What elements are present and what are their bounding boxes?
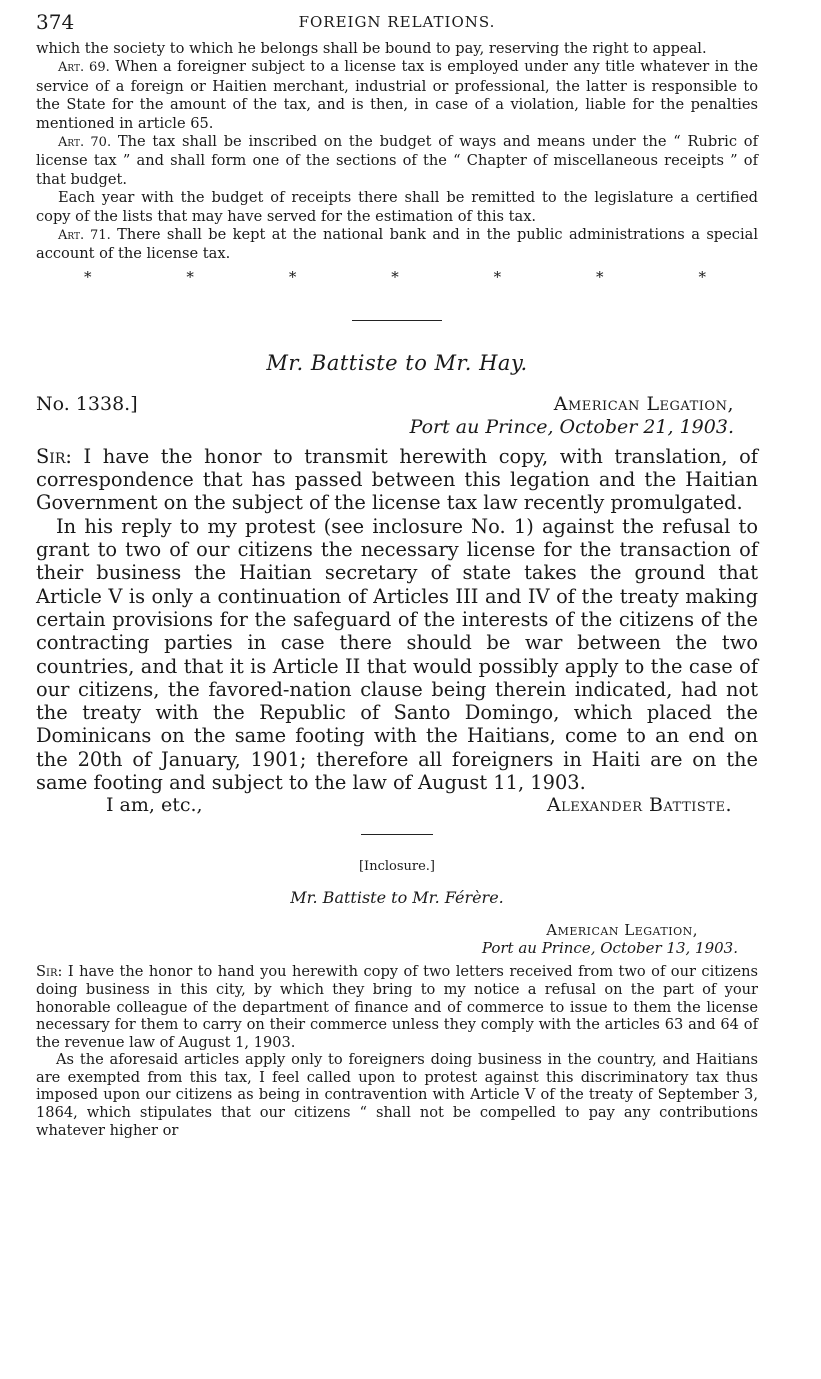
complimentary-close: I am, etc., <box>106 794 203 817</box>
asterisk: * <box>391 267 399 286</box>
article-label: Art. 70. <box>58 135 112 151</box>
article-label: Art. 69. <box>58 60 110 76</box>
letter-body <box>36 445 758 794</box>
salutation: Sir: <box>36 963 63 981</box>
letter-heading: Mr. Battiste to Mr. Hay. <box>266 350 528 375</box>
asterisk: * <box>493 267 502 286</box>
article-71 <box>36 226 758 264</box>
section-divider <box>361 834 433 835</box>
inclosure-label: [Inclosure.] <box>358 859 435 875</box>
inclosure-paragraph <box>36 963 758 1051</box>
signature: Alexander Battiste. <box>546 794 732 817</box>
article-label: Art. 71. <box>58 228 111 244</box>
place-date: Port au Prince, October 13, 1903. <box>481 939 738 958</box>
inclosure-body <box>36 963 758 1139</box>
running-head: FOREIGN RELATIONS. <box>298 13 496 31</box>
article-text: When a foreigner subject to a license tax is employed under any title whatever in the service of a foreign or Haitien merchant, industrial or professional, the latter is responsible to the State for the amount of the tax, and is then, in case of a violation, liable for the penalties mentioned in article 65. <box>36 58 758 132</box>
paragraph-text: I have the honor to hand you herewith copy of two letters received from two of our citizens doing business in this city, by which they bring to my notice a refusal on the part of your honorable colleague of the department of finance and of commerce to issue to them the license necessary for them to carry on their commerce unless they comply with the articles 63 and 64 of the revenue law of August 1, 1903. <box>36 963 758 1051</box>
article-text: The tax shall be inscribed on the budget of ways and means under the “ Rubric of license tax ” and shall form one of the sections of the “ Chapter of miscellaneous receipts ” of that budget. <box>36 133 758 188</box>
paragraph-text: I have the honor to transmit herewith copy, with translation, of correspondence that has passed between this legation and the Haitian Government on the subject of the license tax law recently promulgated. <box>36 444 758 515</box>
asterisk: * <box>186 267 194 286</box>
asterisk: * <box>288 267 297 286</box>
inclosure-dateline <box>36 921 758 961</box>
place-date: Port au Prince, October 21, 1903. <box>409 415 734 438</box>
article-text: There shall be kept at the national bank and in the public administrations a special account of the license tax. <box>36 226 758 263</box>
letter-dateline <box>36 393 758 441</box>
paragraph-continuation: which the society to which he belongs shall be bound to pay, reserving the right to appeal. <box>36 40 707 57</box>
legation-name: American Legation, <box>553 392 734 415</box>
article-69 <box>36 58 758 133</box>
paragraph-each-year: Each year with the budget of receipts there shall be remitted to the legislature a certified copy of the lists that may have served for the estimation of this tax. <box>36 189 758 225</box>
page-header <box>36 10 758 40</box>
document-page <box>36 10 758 1139</box>
section-divider <box>352 320 442 321</box>
letter-closing <box>36 794 758 820</box>
salutation: Sir: <box>36 444 72 468</box>
asterisk: * <box>84 267 92 286</box>
inclosure-paragraph: As the aforesaid articles apply only to foreigners doing business in the country, and Haitians are exempted from this tax, I feel called upon to protest against this discriminatory tax thus imposed upon our citizens as being in contravention with Article V of the treaty of September 3, 1864, which stipulates that our citizens “ shall not be compelled to pay any contributions whatever higher or <box>36 1051 758 1139</box>
inclosure-heading: Mr. Battiste to Mr. Férère. <box>290 888 504 908</box>
law-articles <box>36 40 758 264</box>
page-number: 374 <box>36 10 75 34</box>
article-70 <box>36 133 758 189</box>
letter-paragraph: In his reply to my protest (see inclosure No. 1) against the refusal to grant to two of our citizens the necessary license for the transaction of their business the Haitian secretary of state takes the ground that Article V is only a continuation of Articles III and IV of the treaty making certain provisions for the safeguard of the interests of the citizens of the contracting parties in case there should be war between the two countries, and that it is Article II that would possibly apply to the case of our citizens, the favored-nation clause being therein indicated, had not the treaty with the Republic of Santo Domingo, which placed the Dominicans on the same footing with the Haitians, come to an end on the 20th of January, 1901; therefore all foreigners in Haiti are on the same footing and subject to the law of August 11, 1903. <box>36 514 758 795</box>
document-number: No. 1338.] <box>36 392 138 415</box>
legation-name: American Legation, <box>546 921 698 940</box>
letter-paragraph <box>36 445 758 515</box>
asterisk: * <box>698 267 706 286</box>
asterisk: * <box>596 267 604 286</box>
ellipsis-asterisks <box>36 266 758 286</box>
